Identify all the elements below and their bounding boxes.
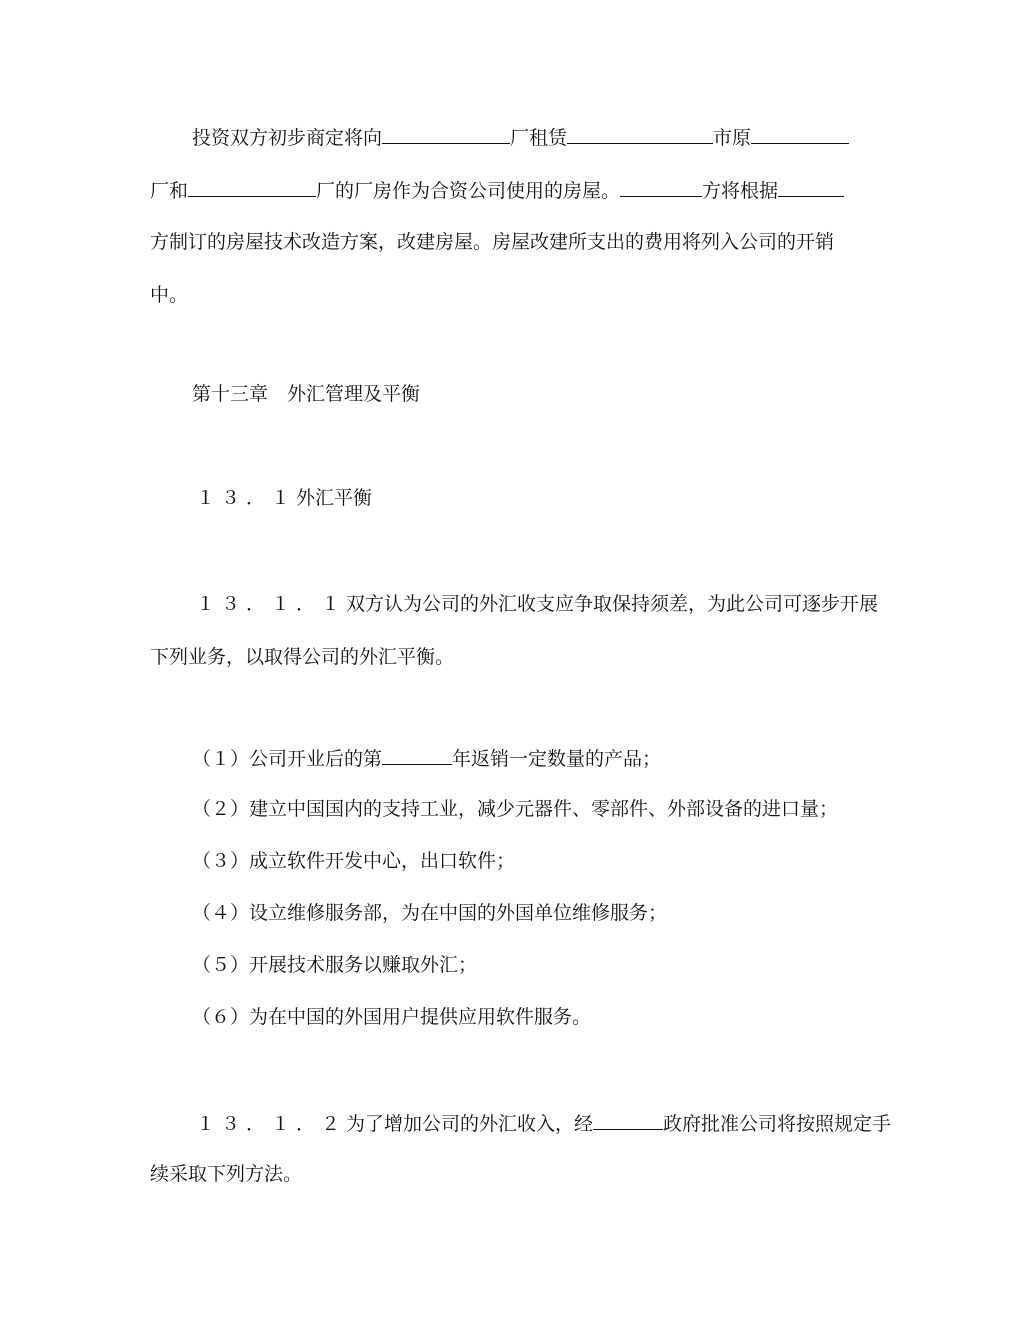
list-marker: （６） — [192, 1006, 250, 1028]
text: 投资双方初步商定将向 — [192, 127, 383, 149]
list-marker: （３） — [192, 850, 250, 872]
text: 方将根据 — [702, 180, 779, 202]
list-item — [192, 901, 667, 925]
list-text: 建立中国国内的支持工业，减少元器件、零部件、外部设备的进口量； — [249, 798, 839, 820]
list-marker: （５） — [192, 954, 250, 976]
list-text: 开展技术服务以赚取外汇； — [249, 954, 478, 976]
list-text: 成立软件开发中心，出口软件； — [249, 850, 516, 872]
paragraph-1-line-2 — [150, 177, 844, 201]
text: 厂租赁 — [510, 127, 568, 149]
list-item — [192, 1005, 591, 1029]
section-heading — [196, 486, 372, 510]
clause-text: 政府批准公司将按照规定手 — [663, 1113, 892, 1135]
clause-number: １３．１．２ — [196, 1113, 347, 1135]
paragraph-1-line-3: 方制订的房屋技术改造方案，改建房屋。房屋改建所支出的费用将列入公司的开销 — [150, 231, 835, 253]
list-item — [192, 849, 515, 873]
section-title: 外汇平衡 — [296, 487, 373, 509]
blank-field — [382, 124, 510, 144]
text: 市原 — [713, 127, 752, 149]
list-item — [192, 953, 477, 977]
clause-13-1-2-line-1 — [196, 1110, 891, 1134]
list-marker: （４） — [192, 902, 250, 924]
paragraph-1-line-1 — [192, 124, 849, 148]
clause-13-1-1-line-1 — [196, 592, 878, 616]
blank-field — [778, 177, 844, 197]
blank-field — [567, 124, 713, 144]
clause-text: 双方认为公司的外汇收支应争取保持须差，为此公司可逐步开展 — [346, 593, 879, 615]
clause-13-1-1-line-2: 下列业务，以取得公司的外汇平衡。 — [150, 646, 455, 668]
list-text: 年返销一定数量的产品； — [452, 748, 662, 770]
blank-field — [188, 177, 316, 197]
blank-field — [593, 1110, 663, 1130]
clause-13-1-2-line-2: 续采取下列方法。 — [150, 1163, 303, 1185]
blank-field — [620, 177, 702, 197]
text: 厂的厂房作为合资公司使用的房屋。 — [316, 180, 621, 202]
section-number: １３．１ — [196, 487, 297, 509]
blank-field — [382, 745, 452, 765]
list-text: 为在中国的外国用户提供应用软件服务。 — [249, 1006, 592, 1028]
clause-number: １３．１．１ — [196, 593, 347, 615]
text: 厂和 — [150, 180, 189, 202]
list-item — [192, 745, 661, 769]
clause-text: 为了增加公司的外汇收入，经 — [346, 1113, 594, 1135]
list-marker: （１） — [192, 748, 250, 770]
list-text: 公司开业后的第 — [249, 748, 383, 770]
list-item — [192, 797, 838, 821]
list-marker: （２） — [192, 798, 250, 820]
blank-field — [751, 124, 849, 144]
chapter-heading: 第十三章 外汇管理及平衡 — [192, 383, 421, 405]
paragraph-1-line-4: 中。 — [150, 284, 189, 306]
list-text: 设立维修服务部，为在中国的外国单位维修服务； — [249, 902, 668, 924]
